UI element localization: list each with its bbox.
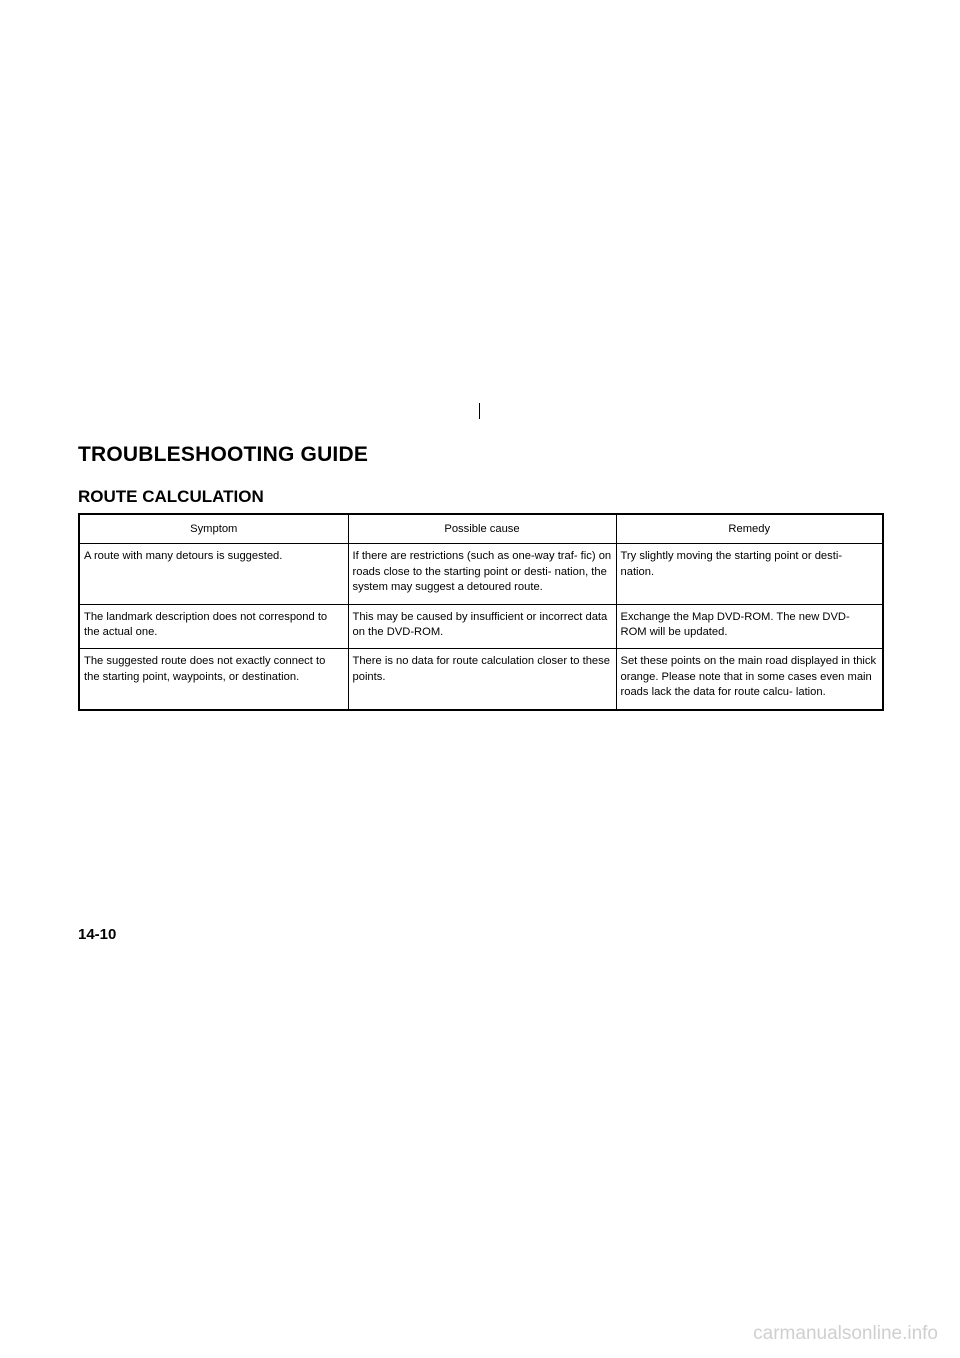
possible-cause-cell: This may be caused by insufficient or incorrect data on the DVD-ROM. (348, 604, 616, 649)
watermark: carmanualsonline.info (753, 1323, 938, 1344)
center-crop-mark (479, 403, 480, 419)
remedy-cell: Try slightly moving the starting point or desti- nation. (616, 544, 883, 604)
section-title: TROUBLESHOOTING GUIDE (78, 443, 369, 466)
table-row (79, 649, 883, 710)
symptom-cell: A route with many detours is suggested. (79, 544, 348, 604)
page-number: 14-10 (78, 926, 117, 943)
column-header-remedy: Remedy (616, 514, 883, 544)
subsection-title: ROUTE CALCULATION (78, 487, 264, 506)
table-header-row (79, 514, 883, 544)
table-row (79, 604, 883, 649)
remedy-cell: Exchange the Map DVD-ROM. The new DVD- ROM will be updated. (616, 604, 883, 649)
symptom-cell: The landmark description does not correspond to the actual one. (79, 604, 348, 649)
column-header-possible-cause: Possible cause (348, 514, 616, 544)
symptom-cell: The suggested route does not exactly connect to the starting point, waypoints, or destination. (84, 655, 326, 683)
possible-cause-cell: There is no data for route calculation closer to these points. (348, 649, 616, 710)
remedy-cell: Set these points on the main road displayed in thick orange. Please note that in some cases even main roads lack the data for route calcu- lation. (616, 649, 883, 710)
column-header-symptom: Symptom (79, 514, 348, 544)
table-row (79, 544, 883, 604)
troubleshooting-table (78, 513, 884, 711)
possible-cause-cell: If there are restrictions (such as one-way traf- fic) on roads close to the starting point or desti- nation, the system may suggest a detoured route. (348, 544, 616, 604)
